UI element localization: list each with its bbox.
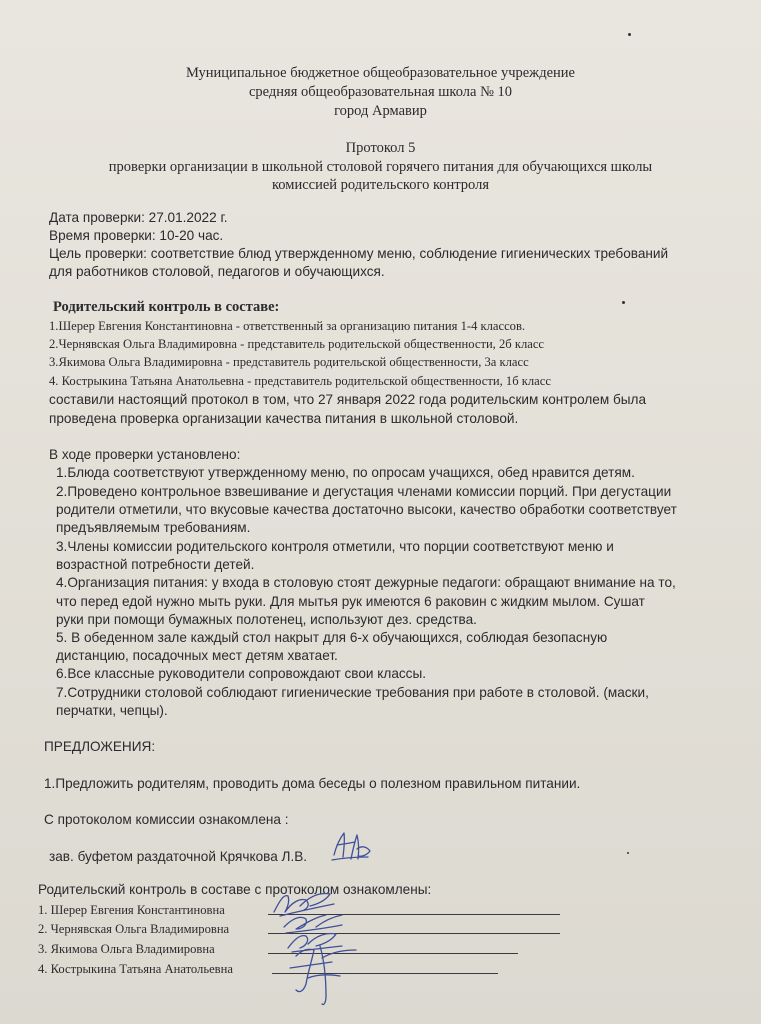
inspection-date: Дата проверки: 27.01.2022 г.	[49, 210, 228, 225]
finding-line: 1.Блюда соответствуют утвержденному меню, по опросам учащихся, обед нравится детям.	[56, 465, 635, 480]
committee-member: 2.Чернявская Ольга Владимировна - представитель родительской общественности, 2б класс	[49, 337, 545, 351]
finding-line: родители отметили, что вкусовые качества достаточно высоки, качество обработки соответствует	[56, 502, 677, 517]
finding-line: 4.Организация питания: у входа в столовую стоят дежурные педагоги: обращают внимание на то,	[56, 575, 676, 590]
protocol-number: Протокол 5	[345, 140, 416, 156]
finding-line: что перед едой нужно мыть руки. Для мытья рук имеются 6 раковин с жидким мылом. Сушат	[56, 594, 645, 609]
finding-line: дистанцию, посадочных мест детям хватает.	[56, 648, 338, 663]
finding-line: 2.Проведено контрольное взвешивание и дегустация членами комиссии порций. При дегустации	[56, 484, 672, 499]
buffet-manager-signature	[328, 829, 376, 865]
finding-line: 6.Все классные руководители сопровождают свои классы.	[56, 666, 427, 681]
scan-speck	[622, 301, 625, 304]
header-institution: Муниципальное бюджетное общеобразовательное учреждение	[186, 65, 575, 81]
findings-heading: В ходе проверки установлено:	[49, 447, 241, 462]
finding-line: предъявляемым требованиям.	[56, 520, 251, 535]
header-city: город Армавир	[334, 103, 427, 119]
protocol-subject: проверки организации в школьной столовой горячего питания для обучающихся школы	[108, 159, 653, 175]
finding-line: руки при помощи бумажных полотенец, используют дез. средства.	[56, 612, 477, 627]
inspection-goal-line2: для работников столовой, педагогов и обучающихся.	[49, 264, 385, 279]
signature-name: 1. Шерер Евгения Константиновна	[38, 903, 225, 917]
buffet-manager: зав. буфетом раздаточной Крячкова Л.В.	[49, 849, 308, 864]
statement-line2: проведена проверка организации качества питания в школьной столовой.	[49, 411, 519, 426]
signature-name: 4. Кострыкина Татьяна Анатольевна	[38, 962, 233, 976]
protocol-commission: комиссией родительского контроля	[271, 177, 489, 193]
committee-member: 3.Якимова Ольга Владимировна - представитель родительской общественности, 3а класс	[49, 355, 529, 369]
committee-member: 4. Кострыкина Татьяна Анатольевна - представитель родительской общественности, 1б класс	[49, 374, 551, 388]
signature-name: 2. Чернявская Ольга Владимировна	[38, 922, 230, 936]
finding-line: 3.Члены комиссии родительского контроля отметили, что порции соответствуют меню и	[56, 539, 614, 554]
finding-line: возрастной потребности детей.	[56, 557, 255, 572]
header-school: средняя общеобразовательная школа № 10	[248, 84, 513, 100]
member-signature-4	[286, 938, 366, 1008]
scan-speck	[628, 33, 631, 36]
inspection-goal-line1: Цель проверки: соответствие блюд утвержденному меню, соблюдение гигиенических требований	[49, 246, 669, 261]
signatures-heading: Родительский контроль в составе с протоколом ознакомлены:	[38, 882, 432, 897]
acknowledgement-line: С протоколом комиссии ознакомлена :	[44, 812, 289, 827]
committee-member: 1.Шерер Евгения Константиновна - ответственный за организацию питания 1-4 классов.	[49, 319, 526, 333]
scan-speck	[627, 852, 629, 854]
inspection-time: Время проверки: 10-20 час.	[49, 228, 224, 243]
signature-name: 3. Якимова Ольга Владимировна	[38, 942, 215, 956]
statement-line1: составили настоящий протокол в том, что 27 января 2022 года родительским контролем была	[49, 392, 647, 407]
finding-line: перчатки, чепцы).	[56, 703, 168, 718]
proposal-item: 1.Предложить родителям, проводить дома беседы о полезном правильном питании.	[44, 776, 581, 791]
finding-line: 5. В обеденном зале каждый стол накрыт для 6-х обучающихся, соблюдая безопасную	[56, 630, 608, 645]
finding-line: 7.Сотрудники столовой соблюдают гигиенические требования при работе в столовой. (маски,	[56, 685, 649, 700]
committee-heading: Родительский контроль в составе:	[53, 299, 280, 315]
proposals-heading: ПРЕДЛОЖЕНИЯ:	[44, 739, 156, 754]
